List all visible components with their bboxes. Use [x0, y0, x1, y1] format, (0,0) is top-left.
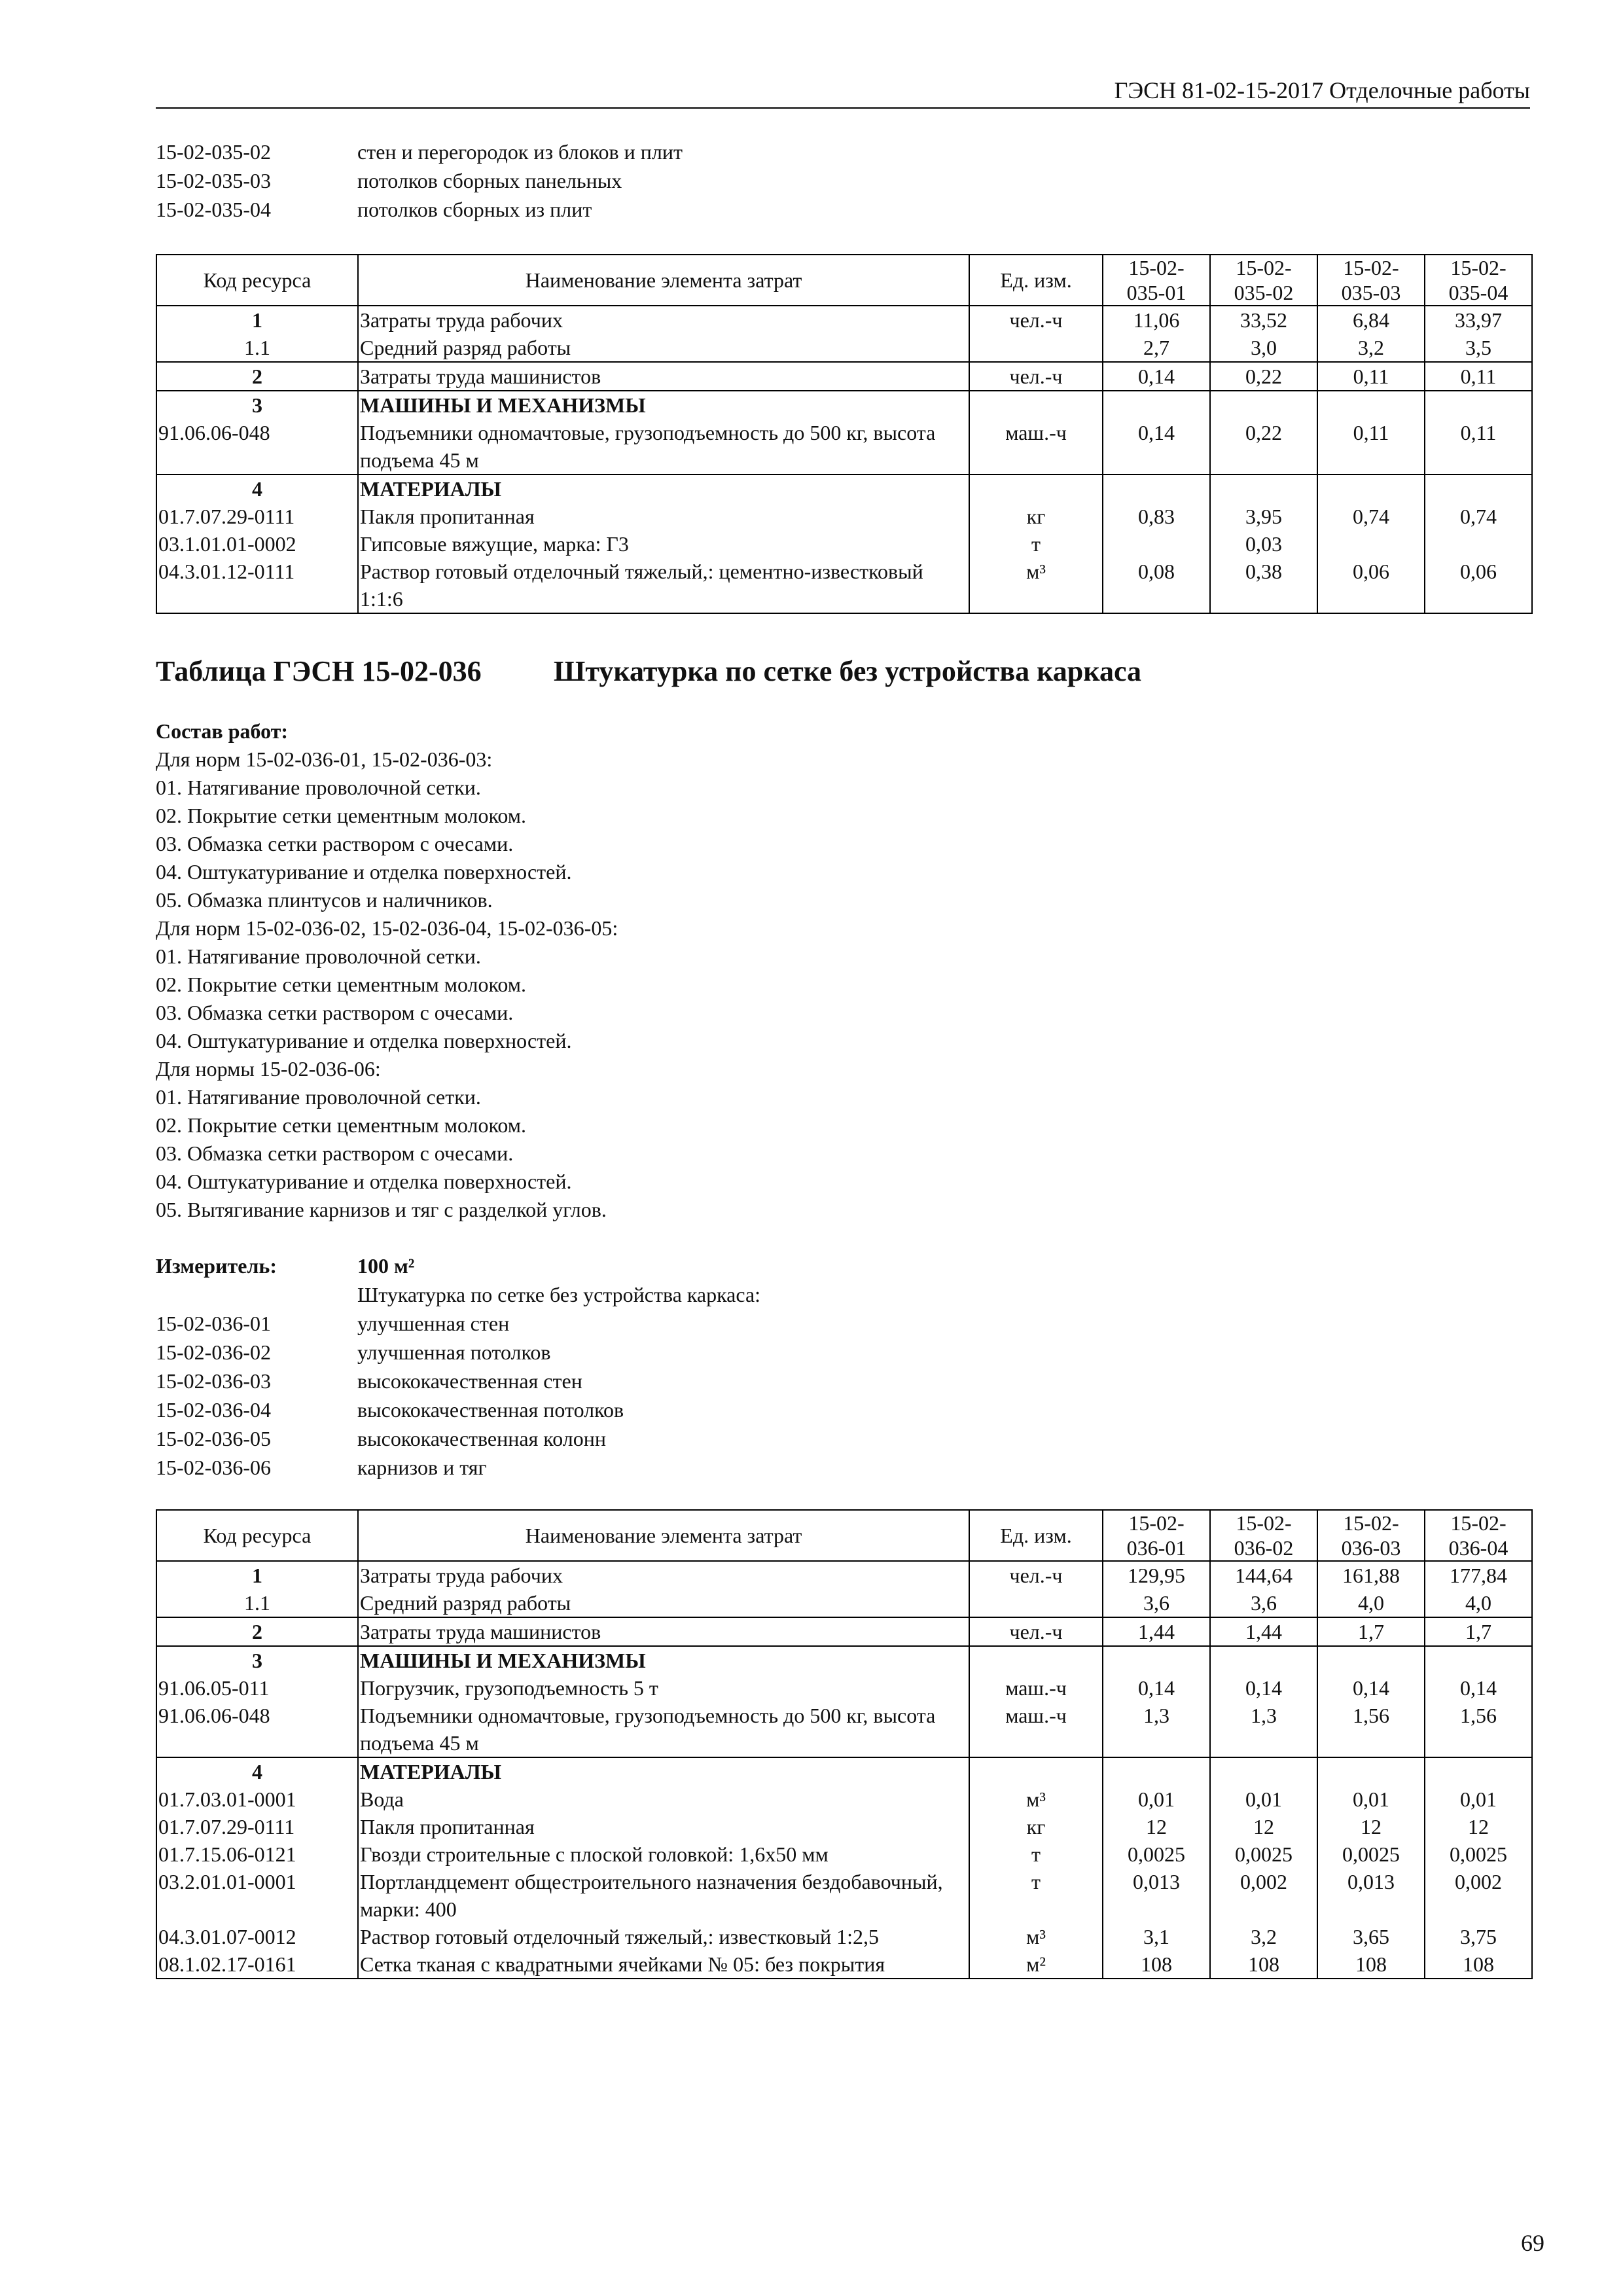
- cell-code: 08.1.02.17-0161: [156, 1950, 358, 1979]
- cell-value: 12: [1210, 1813, 1317, 1840]
- work-line: 02. Покрытие сетки цементным молоком.: [156, 973, 527, 996]
- work-line: 03. Обмазка сетки раствором с очесами.: [156, 1141, 514, 1165]
- work-line: 01. Натягивание проволочной сетки.: [156, 944, 481, 968]
- page-number: 69: [1521, 2230, 1544, 2256]
- cell-name: МАШИНЫ И МЕХАНИЗМЫ: [358, 1646, 969, 1674]
- measure-text: улучшенная потолков: [357, 1340, 551, 1364]
- cell-value: 0,14: [1103, 362, 1210, 391]
- cell-value: 1,44: [1210, 1617, 1317, 1646]
- cell-value: 0,14: [1103, 1674, 1210, 1702]
- measure-item: [156, 1453, 760, 1482]
- cell-unit: [969, 391, 1103, 419]
- col-header-norm: 15-02- 035-04: [1425, 255, 1532, 306]
- cell-unit: маш.-ч: [969, 419, 1103, 475]
- cell-value: 0,0025: [1103, 1840, 1210, 1868]
- cell-value: 1,3: [1103, 1702, 1210, 1757]
- table-row: [156, 530, 1532, 558]
- work-composition: [156, 717, 618, 1224]
- cell-value: [1317, 1757, 1425, 1785]
- measure-item: [156, 1338, 760, 1367]
- cell-value: 3,0: [1210, 334, 1317, 362]
- table-row: [156, 1617, 1532, 1646]
- col-header-name: Наименование элемента затрат: [358, 255, 969, 306]
- cell-value: 108: [1317, 1950, 1425, 1979]
- cell-code: 1: [156, 1561, 358, 1589]
- cell-name: Пакля пропитанная: [358, 1813, 969, 1840]
- table-row: [156, 1813, 1532, 1840]
- cell-name: Гвозди строительные с плоской головкой: 1,6х50 мм: [358, 1840, 969, 1868]
- table-header-row: [156, 255, 1532, 306]
- cell-value: 4,0: [1425, 1589, 1532, 1617]
- cell-unit: кг: [969, 503, 1103, 530]
- cell-value: 0,03: [1210, 530, 1317, 558]
- col-header-norm: 15-02- 036-01: [1103, 1510, 1210, 1561]
- cell-code: 91.06.05-011: [156, 1674, 358, 1702]
- cell-code: 91.06.06-048: [156, 1702, 358, 1757]
- cell-value: 0,14: [1317, 1674, 1425, 1702]
- col-header-norm: 15-02- 035-03: [1317, 255, 1425, 306]
- cell-code: 4: [156, 475, 358, 503]
- cell-name: Затраты труда машинистов: [358, 362, 969, 391]
- table-row: [156, 503, 1532, 530]
- measure-label: Измеритель:: [156, 1254, 277, 1278]
- cell-name: Раствор готовый отделочный тяжелый,: цементно-известковый 1:1:6: [358, 558, 969, 613]
- cell-code: 3: [156, 1646, 358, 1674]
- cell-value: [1103, 1646, 1210, 1674]
- cell-code: 1: [156, 306, 358, 334]
- work-line: 01. Натягивание проволочной сетки.: [156, 776, 481, 799]
- cell-unit: м³: [969, 1785, 1103, 1813]
- cell-value: 0,01: [1425, 1785, 1532, 1813]
- cell-value: [1210, 475, 1317, 503]
- intro-code: 15-02-035-04: [156, 198, 271, 221]
- cell-value: 0,06: [1425, 558, 1532, 613]
- intro-row: [156, 166, 683, 195]
- cell-value: 0,22: [1210, 362, 1317, 391]
- cell-value: 0,22: [1210, 419, 1317, 475]
- cell-value: 0,013: [1103, 1868, 1210, 1923]
- intro-code: 15-02-035-03: [156, 169, 271, 192]
- table-row: [156, 1674, 1532, 1702]
- work-line: 02. Покрытие сетки цементным молоком.: [156, 1113, 527, 1137]
- cell-code: 03.2.01.01-0001: [156, 1868, 358, 1923]
- header-title: ГЭСН 81-02-15-2017 Отделочные работы: [1114, 77, 1530, 103]
- measure-text: улучшенная стен: [357, 1312, 510, 1335]
- measure-desc: Штукатурка по сетке без устройства каркаса:: [357, 1283, 761, 1306]
- table-row: [156, 1950, 1532, 1979]
- measure-code: 15-02-036-01: [156, 1312, 271, 1335]
- cell-code: 4: [156, 1757, 358, 1785]
- cell-value: 0,0025: [1210, 1840, 1317, 1868]
- intro-text: стен и перегородок из блоков и плит: [357, 140, 683, 164]
- cell-value: 0,0025: [1317, 1840, 1425, 1868]
- cell-value: [1425, 391, 1532, 419]
- cell-code: 04.3.01.12-0111: [156, 558, 358, 613]
- cell-value: 11,06: [1103, 306, 1210, 334]
- cell-code: 03.1.01.01-0002: [156, 530, 358, 558]
- cell-value: 3,2: [1317, 334, 1425, 362]
- cell-value: 0,14: [1103, 419, 1210, 475]
- section-heading: [156, 655, 1141, 688]
- measure-code: 15-02-036-06: [156, 1456, 271, 1479]
- cell-code: 2: [156, 1617, 358, 1646]
- work-line: 04. Оштукатуривание и отделка поверхностей.: [156, 1029, 572, 1052]
- measure-code: 15-02-036-03: [156, 1369, 271, 1393]
- cell-value: 1,7: [1317, 1617, 1425, 1646]
- cell-value: [1317, 475, 1425, 503]
- cell-value: 0,11: [1425, 419, 1532, 475]
- col-header-code: Код ресурса: [156, 255, 358, 306]
- cell-value: 0,74: [1317, 503, 1425, 530]
- measure-text: высококачественная потолков: [357, 1398, 624, 1422]
- cell-unit: чел.-ч: [969, 1561, 1103, 1589]
- cell-name: Сетка тканая с квадратными ячейками № 05: без покрытия: [358, 1950, 969, 1979]
- cell-unit: т: [969, 530, 1103, 558]
- work-line: 05. Обмазка плинтусов и наличников.: [156, 888, 493, 912]
- cell-value: 1,44: [1103, 1617, 1210, 1646]
- table-row: [156, 1923, 1532, 1950]
- cell-value: [1103, 475, 1210, 503]
- resource-table-2: [156, 1509, 1533, 1979]
- cell-value: 0,11: [1317, 362, 1425, 391]
- cell-value: 4,0: [1317, 1589, 1425, 1617]
- col-header-norm: 15-02- 036-02: [1210, 1510, 1317, 1561]
- table-row: [156, 391, 1532, 419]
- measure-item: [156, 1309, 760, 1338]
- cell-value: 3,65: [1317, 1923, 1425, 1950]
- measure-block: [156, 1251, 760, 1482]
- cell-code: 04.3.01.07-0012: [156, 1923, 358, 1950]
- col-header-unit: Ед. изм.: [969, 255, 1103, 306]
- col-header-norm: 15-02- 036-04: [1425, 1510, 1532, 1561]
- table-row: [156, 362, 1532, 391]
- cell-value: 0,01: [1103, 1785, 1210, 1813]
- cell-unit: м³: [969, 558, 1103, 613]
- col-header-norm: 15-02- 036-03: [1317, 1510, 1425, 1561]
- cell-name: Средний разряд работы: [358, 1589, 969, 1617]
- col-header-norm: 15-02- 035-01: [1103, 255, 1210, 306]
- measure-desc-row: [156, 1280, 760, 1309]
- cell-unit: м³: [969, 1923, 1103, 1950]
- intro-row: [156, 195, 683, 224]
- cell-value: 0,38: [1210, 558, 1317, 613]
- table-row: [156, 1868, 1532, 1923]
- measure-item: [156, 1395, 760, 1424]
- cell-code: 3: [156, 391, 358, 419]
- cell-value: [1103, 1757, 1210, 1785]
- measure-item: [156, 1367, 760, 1395]
- measure-value: 100 м²: [357, 1254, 415, 1278]
- cell-code: 2: [156, 362, 358, 391]
- cell-value: 0,01: [1317, 1785, 1425, 1813]
- cell-unit: чел.-ч: [969, 306, 1103, 334]
- work-line: 04. Оштукатуривание и отделка поверхностей.: [156, 1170, 572, 1193]
- cell-name: Погрузчик, грузоподъемность 5 т: [358, 1674, 969, 1702]
- cell-value: 3,2: [1210, 1923, 1317, 1950]
- cell-value: 3,75: [1425, 1923, 1532, 1950]
- measure-text: высококачественная стен: [357, 1369, 582, 1393]
- work-line: 03. Обмазка сетки раствором с очесами.: [156, 832, 514, 855]
- cell-value: 0,01: [1210, 1785, 1317, 1813]
- cell-value: 0,08: [1103, 558, 1210, 613]
- cell-code: 1.1: [156, 334, 358, 362]
- cell-value: [1425, 530, 1532, 558]
- cell-value: 3,6: [1210, 1589, 1317, 1617]
- cell-name: Затраты труда машинистов: [358, 1617, 969, 1646]
- cell-name: Затраты труда рабочих: [358, 306, 969, 334]
- cell-value: [1425, 1757, 1532, 1785]
- measure-code: 15-02-036-05: [156, 1427, 271, 1450]
- cell-value: 0,0025: [1425, 1840, 1532, 1868]
- measure-text: высококачественная колонн: [357, 1427, 607, 1450]
- section-label: Таблица ГЭСН 15-02-036: [156, 655, 482, 687]
- cell-name: Подъемники одномачтовые, грузоподъемность до 500 кг, высота подъема 45 м: [358, 419, 969, 475]
- cell-value: 0,14: [1210, 1674, 1317, 1702]
- cell-value: 33,97: [1425, 306, 1532, 334]
- cell-value: [1317, 391, 1425, 419]
- cell-value: 1,3: [1210, 1702, 1317, 1757]
- cell-value: 0,06: [1317, 558, 1425, 613]
- cell-code: 01.7.03.01-0001: [156, 1785, 358, 1813]
- table-row: [156, 475, 1532, 503]
- cell-value: [1317, 1646, 1425, 1674]
- cell-unit: м²: [969, 1950, 1103, 1979]
- cell-value: 6,84: [1317, 306, 1425, 334]
- intro-code: 15-02-035-02: [156, 140, 271, 164]
- cell-value: 33,52: [1210, 306, 1317, 334]
- cell-code: 1.1: [156, 1589, 358, 1617]
- cell-code: 01.7.07.29-0111: [156, 503, 358, 530]
- work-lines: [156, 745, 618, 1224]
- table-row: [156, 1840, 1532, 1868]
- cell-unit: чел.-ч: [969, 1617, 1103, 1646]
- cell-value: 2,7: [1103, 334, 1210, 362]
- cell-value: [1317, 530, 1425, 558]
- cell-value: 144,64: [1210, 1561, 1317, 1589]
- cell-value: 0,11: [1425, 362, 1532, 391]
- measure-text: карнизов и тяг: [357, 1456, 487, 1479]
- intro-text: потолков сборных панельных: [357, 169, 622, 192]
- work-line: 03. Обмазка сетки раствором с очесами.: [156, 1001, 514, 1024]
- work-line: 05. Вытягивание карнизов и тяг с разделкой углов.: [156, 1198, 607, 1221]
- cell-value: 3,5: [1425, 334, 1532, 362]
- work-line: Для норм 15-02-036-02, 15-02-036-04, 15-02-036-05:: [156, 916, 618, 940]
- table-row: [156, 558, 1532, 613]
- cell-unit: маш.-ч: [969, 1674, 1103, 1702]
- intro-row: [156, 137, 683, 166]
- cell-value: 177,84: [1425, 1561, 1532, 1589]
- table-header-row: [156, 1510, 1532, 1561]
- work-line: 02. Покрытие сетки цементным молоком.: [156, 804, 527, 827]
- cell-unit: [969, 1757, 1103, 1785]
- resource-table-1: [156, 254, 1533, 614]
- cell-value: [1210, 391, 1317, 419]
- col-header-name: Наименование элемента затрат: [358, 1510, 969, 1561]
- table-row: [156, 1702, 1532, 1757]
- measure-item: [156, 1424, 760, 1453]
- cell-name: Вода: [358, 1785, 969, 1813]
- cell-value: 1,56: [1425, 1702, 1532, 1757]
- cell-value: 3,6: [1103, 1589, 1210, 1617]
- cell-unit: кг: [969, 1813, 1103, 1840]
- cell-value: 129,95: [1103, 1561, 1210, 1589]
- measure-code: 15-02-036-02: [156, 1340, 271, 1364]
- cell-value: 12: [1317, 1813, 1425, 1840]
- cell-unit: т: [969, 1840, 1103, 1868]
- cell-value: 108: [1103, 1950, 1210, 1979]
- cell-value: 108: [1210, 1950, 1317, 1979]
- cell-value: 1,7: [1425, 1617, 1532, 1646]
- work-title: Состав работ:: [156, 719, 289, 743]
- cell-name: МАТЕРИАЛЫ: [358, 1757, 969, 1785]
- cell-code: 01.7.07.29-0111: [156, 1813, 358, 1840]
- cell-value: 0,11: [1317, 419, 1425, 475]
- table-row: [156, 419, 1532, 475]
- cell-value: [1103, 530, 1210, 558]
- cell-value: 3,95: [1210, 503, 1317, 530]
- cell-value: 108: [1425, 1950, 1532, 1979]
- work-line: Для нормы 15-02-036-06:: [156, 1057, 381, 1081]
- cell-code: 91.06.06-048: [156, 419, 358, 475]
- cell-value: 12: [1103, 1813, 1210, 1840]
- cell-value: [1103, 391, 1210, 419]
- cell-unit: [969, 334, 1103, 362]
- cell-name: МАТЕРИАЛЫ: [358, 475, 969, 503]
- cell-value: 3,1: [1103, 1923, 1210, 1950]
- table-row: [156, 1589, 1532, 1617]
- measure-row: [156, 1251, 760, 1280]
- cell-value: 0,74: [1425, 503, 1532, 530]
- cell-value: 0,013: [1317, 1868, 1425, 1923]
- section-title: Штукатурка по сетке без устройства каркаса: [554, 655, 1142, 687]
- cell-value: [1210, 1646, 1317, 1674]
- cell-unit: [969, 1589, 1103, 1617]
- col-header-norm: 15-02- 035-02: [1210, 255, 1317, 306]
- cell-value: 1,56: [1317, 1702, 1425, 1757]
- cell-unit: чел.-ч: [969, 362, 1103, 391]
- work-line: 01. Натягивание проволочной сетки.: [156, 1085, 481, 1109]
- measure-code: 15-02-036-04: [156, 1398, 271, 1422]
- cell-value: 0,83: [1103, 503, 1210, 530]
- cell-name: Подъемники одномачтовые, грузоподъемность до 500 кг, высота подъема 45 м: [358, 1702, 969, 1757]
- table-row: [156, 1646, 1532, 1674]
- measure-rows: [156, 1309, 760, 1482]
- table-row: [156, 334, 1532, 362]
- work-line: Для норм 15-02-036-01, 15-02-036-03:: [156, 747, 493, 771]
- cell-unit: [969, 1646, 1103, 1674]
- cell-name: Пакля пропитанная: [358, 503, 969, 530]
- work-line: 04. Оштукатуривание и отделка поверхностей.: [156, 860, 572, 884]
- cell-value: 12: [1425, 1813, 1532, 1840]
- table-row: [156, 1561, 1532, 1589]
- col-header-code: Код ресурса: [156, 1510, 358, 1561]
- cell-name: Портландцемент общестроительного назначения бездобавочный, марки: 400: [358, 1868, 969, 1923]
- cell-value: [1425, 1646, 1532, 1674]
- cell-name: МАШИНЫ И МЕХАНИЗМЫ: [358, 391, 969, 419]
- cell-name: Затраты труда рабочих: [358, 1561, 969, 1589]
- table-row: [156, 1757, 1532, 1785]
- cell-value: 0,002: [1210, 1868, 1317, 1923]
- intro-text: потолков сборных из плит: [357, 198, 592, 221]
- cell-value: [1210, 1757, 1317, 1785]
- table-row: [156, 306, 1532, 334]
- page-header: [156, 77, 1530, 109]
- cell-name: Раствор готовый отделочный тяжелый,: известковый 1:2,5: [358, 1923, 969, 1950]
- cell-code: 01.7.15.06-0121: [156, 1840, 358, 1868]
- cell-value: 0,002: [1425, 1868, 1532, 1923]
- cell-value: [1425, 475, 1532, 503]
- col-header-unit: Ед. изм.: [969, 1510, 1103, 1561]
- cell-value: 0,14: [1425, 1674, 1532, 1702]
- intro-list: [156, 137, 683, 224]
- cell-name: Гипсовые вяжущие, марка: Г3: [358, 530, 969, 558]
- cell-unit: т: [969, 1868, 1103, 1923]
- cell-unit: [969, 475, 1103, 503]
- cell-name: Средний разряд работы: [358, 334, 969, 362]
- cell-value: 161,88: [1317, 1561, 1425, 1589]
- cell-unit: маш.-ч: [969, 1702, 1103, 1757]
- table-row: [156, 1785, 1532, 1813]
